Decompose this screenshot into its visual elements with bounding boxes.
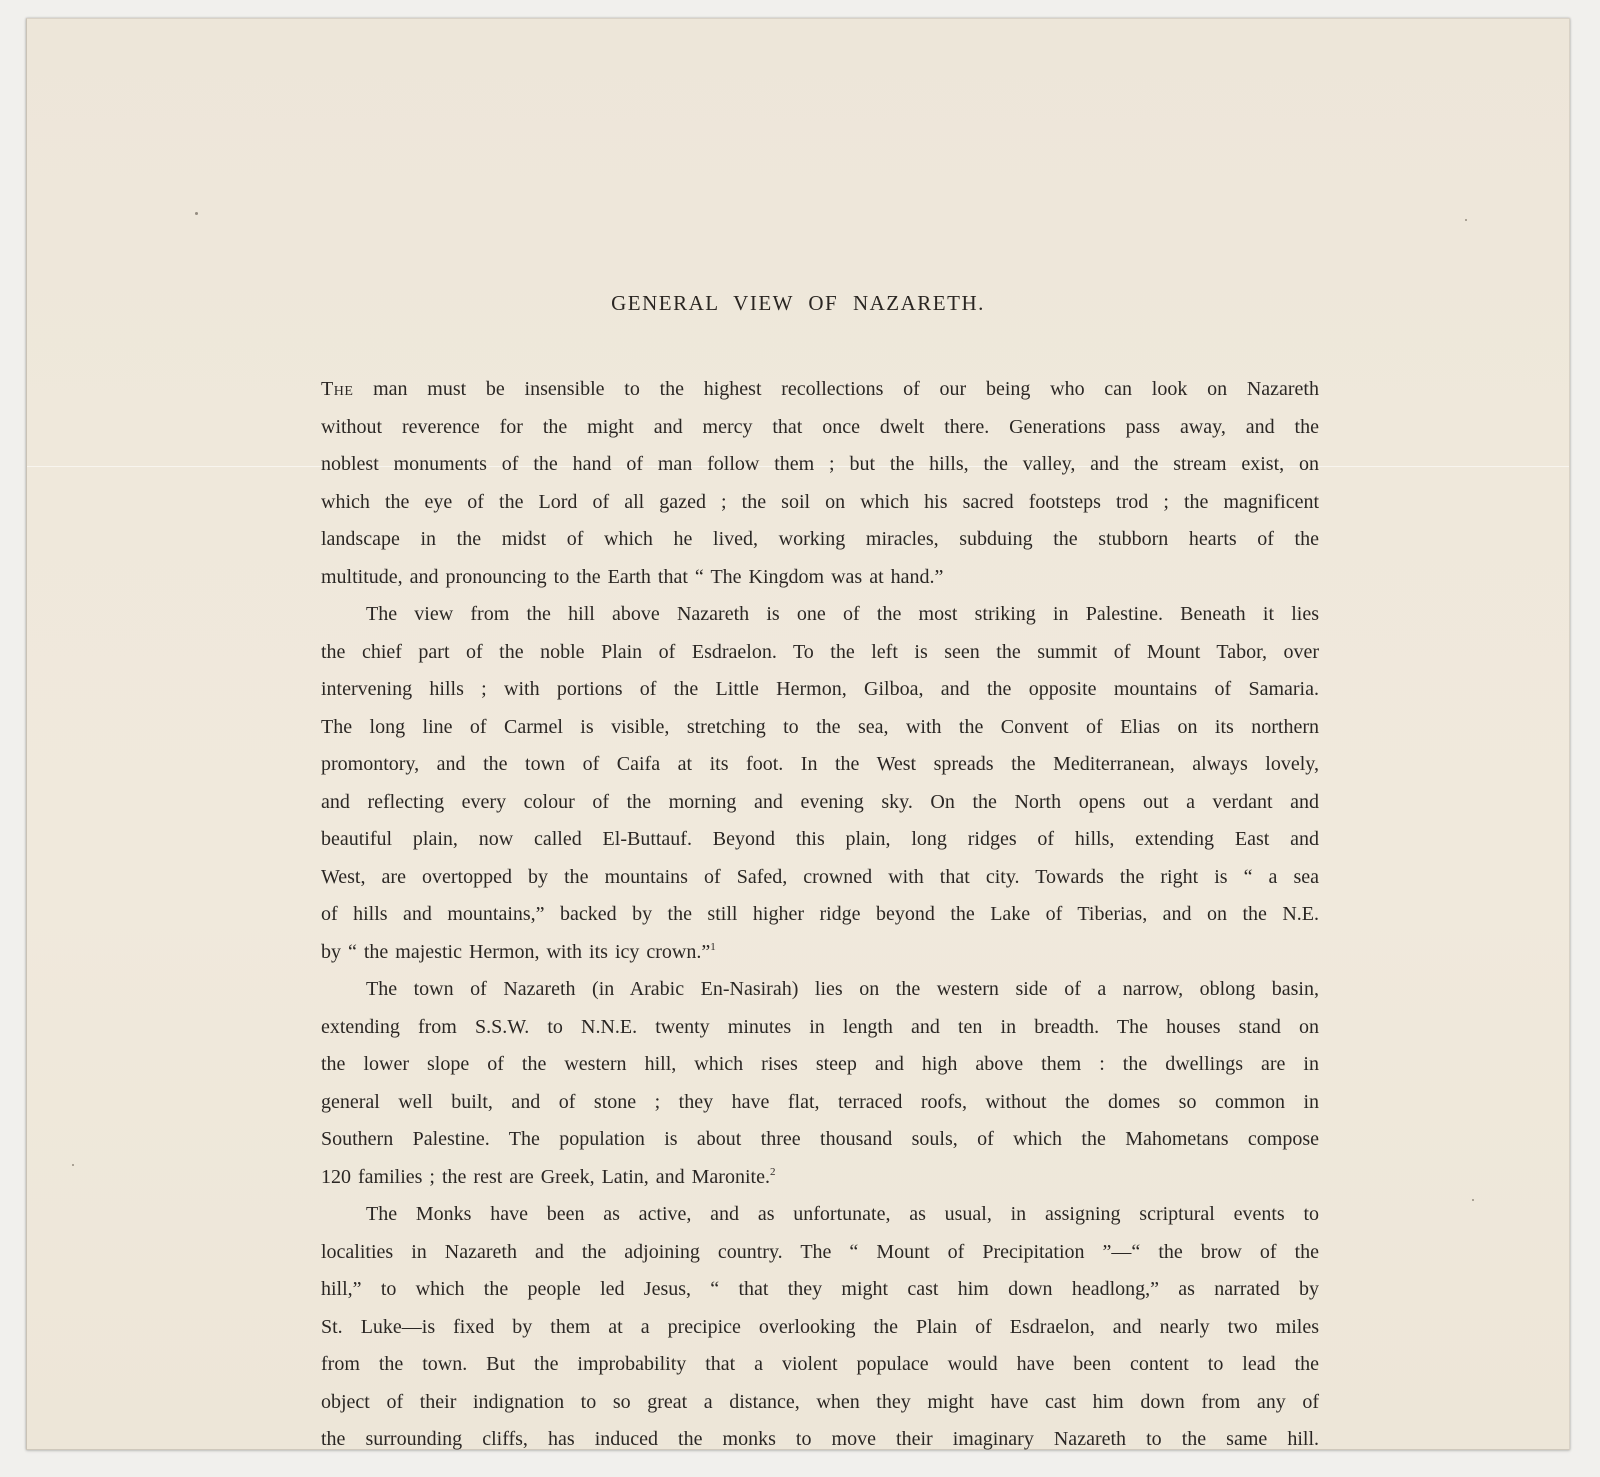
text-line: West, are overtopped by the mountains of Safed, crowned with that city. Towards the right is “ a sea [321,865,1319,888]
text-line: object of their indignation to so great a distance, when they might have cast him down from any of [321,1390,1319,1413]
text-line-body: by “ the majestic Hermon, with its icy crown.” [321,940,711,963]
text-line-body: 120 families ; the rest are Greek, Latin, and Maronite. [321,1165,770,1188]
text-line: hill,” to which the people led Jesus, “ that they might cast him down headlong,” as narrated by [321,1278,1319,1300]
text-line [321,371,1319,409]
paragraph-3 [321,971,1319,1196]
text-line: promontory, and the town of Caifa at its foot. In the West spreads the Mediterranean, always lovely, [321,753,1319,775]
paper-speck [72,1164,74,1166]
footnote-ref: 1 [710,940,716,953]
body-text [321,371,1319,1459]
text-line-rest: man must be insensible to the highest recollections of our being who can look on Nazareth [353,378,1319,400]
text-line: intervening hills ; with portions of the Little Hermon, Gilboa, and the opposite mountains of Samaria. [321,678,1319,700]
text-line: St. Luke—is fixed by them at a precipice overlooking the Plain of Esdraelon, and nearly two miles [321,1315,1319,1338]
text-line: multitude, and pronouncing to the Earth that “ The Kingdom was at hand.” [321,565,944,588]
page-title: GENERAL VIEW OF NAZARETH. [611,291,985,315]
text-line: which the eye of the Lord of all gazed ; the soil on which his sacred footsteps trod ; the magnificent [321,490,1319,513]
paper-speck [1465,219,1467,221]
text-line: the chief part of the noble Plain of Esdraelon. To the left is seen the summit of Mount Tabor, over [321,640,1319,663]
text-line: the lower slope of the western hill, which rises steep and high above them : the dwellings are in [321,1053,1319,1075]
paper-speck [1472,1199,1474,1201]
page-sheet [26,18,1570,1450]
text-line [321,1159,1319,1197]
text-line: The long line of Carmel is visible, stretching to the sea, with the Convent of Elias on its northern [321,715,1319,738]
text-line: extending from S.S.W. to N.N.E. twenty minutes in length and ten in breadth. The houses stand on [321,1015,1319,1038]
drop-word: The [321,378,354,400]
text-line: The Monks have been as active, and as unfortunate, as usual, in assigning scriptural events to [366,1203,1319,1225]
paper-speck [195,212,198,215]
text-line: and reflecting every colour of the morning and evening sky. On the North opens out a verdant and [321,790,1319,813]
footnote-ref: 2 [769,1165,776,1178]
paragraph-1 [321,371,1319,596]
text-line: beautiful plain, now called El-Buttauf. Beyond this plain, long ridges of hills, extending East and [321,828,1319,850]
text-line: noblest monuments of the hand of man follow them ; but the hills, the valley, and the stream exist, on [321,453,1319,475]
text-line: of hills and mountains,” backed by the still higher ridge beyond the Lake of Tiberias, and on the N.E. [321,903,1319,925]
text-line [321,934,1319,972]
paragraph-4 [321,1196,1319,1459]
text-line: from the town. But the improbability that a violent populace would have been content to lead the [321,1353,1319,1375]
text-line: general well built, and of stone ; they have flat, terraced roofs, without the domes so common in [321,1090,1319,1113]
text-line: without reverence for the might and mercy that once dwelt there. Generations pass away, and the [321,415,1319,438]
text-line: The town of Nazareth (in Arabic En-Nasirah) lies on the western side of a narrow, oblong basin, [366,978,1319,1000]
text-line: Southern Palestine. The population is about three thousand souls, of which the Mahometans compose [321,1128,1319,1150]
text-line: landscape in the midst of which he lived, working miracles, subduing the stubborn hearts of the [321,528,1319,550]
text-line: the surrounding cliffs, has induced the monks to move their imaginary Nazareth to the same hill. [321,1428,1319,1450]
paragraph-2 [321,596,1319,971]
text-line: localities in Nazareth and the adjoining country. The “ Mount of Precipitation ”—“ the brow of the [321,1240,1319,1263]
text-line: The view from the hill above Nazareth is one of the most striking in Palestine. Beneath it lies [366,603,1319,625]
